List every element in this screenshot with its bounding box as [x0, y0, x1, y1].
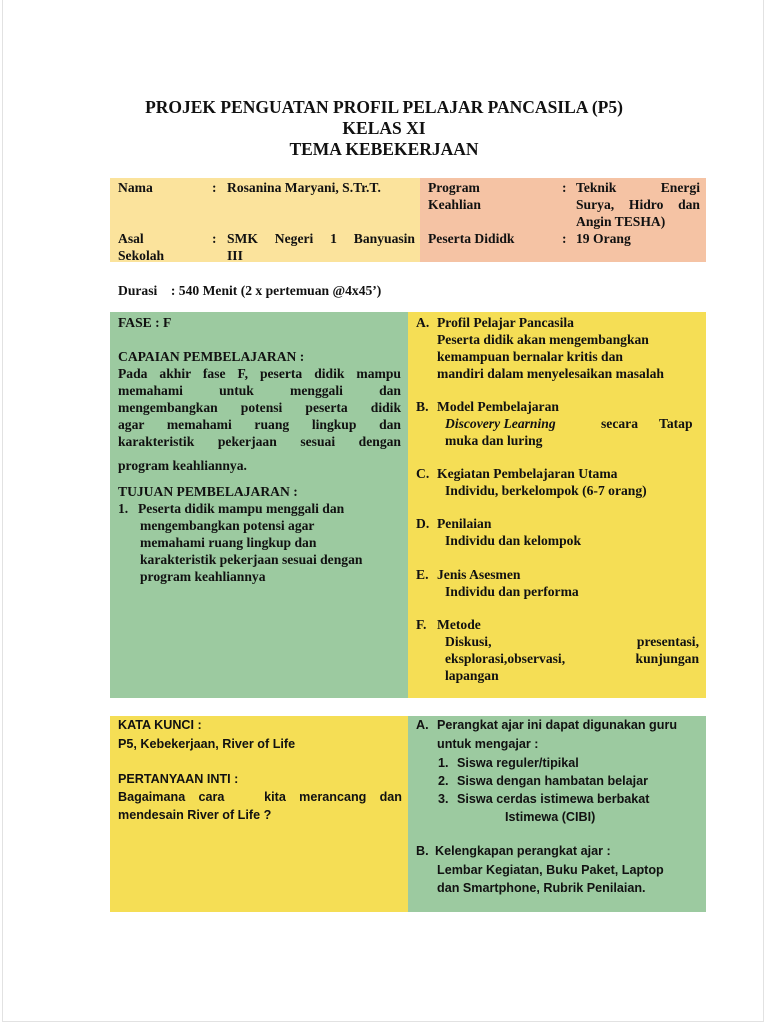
cp-heading: CAPAIAN PEMBELAJARAN :: [118, 349, 305, 364]
asal-value-1: SMK Negeri 1 Banyuasin: [227, 231, 415, 246]
rb-item-3-text: Siswa cerdas istimewa berbakat: [457, 792, 650, 806]
fase-label: FASE : F: [118, 315, 172, 330]
title-line-3: TEMA KEBEKERJAAN: [289, 139, 479, 159]
nama-colon: :: [212, 180, 217, 195]
durasi-line: Durasi : 540 Menit (2 x pertemuan @4x45’): [118, 283, 382, 298]
cp-line-5: karakteristik pekerjaan sesuai dengan: [118, 434, 401, 449]
cp-line-4: agar memahami ruang lingkup dan: [118, 417, 401, 432]
c-line: Individu, berkelompok (6-7 orang): [445, 483, 647, 498]
d-letter: D.: [416, 516, 430, 531]
b-rest-2: Tatap: [659, 416, 693, 431]
e-line: Individu dan performa: [445, 584, 579, 599]
teaching-kit-cell: [408, 716, 706, 912]
cp-line-2: memahami untuk menggali dan: [118, 383, 401, 398]
a-title: Profil Pelajar Pancasila: [437, 315, 574, 330]
rb-b-line-3: dan Smartphone, Rubrik Penilaian.: [437, 881, 646, 895]
c-letter: C.: [416, 466, 430, 481]
tp-line-4: karakteristik pekerjaan sesuai dengan: [140, 552, 363, 567]
rb-item-2-text: Siswa dengan hambatan belajar: [457, 774, 649, 788]
program-label-2: Keahlian: [428, 197, 481, 212]
peserta-label: Peserta Dididk: [428, 231, 515, 246]
program-value-2: Surya, Hidro dan: [576, 197, 700, 212]
f-line-3: lapangan: [445, 668, 499, 683]
d-title: Penilaian: [437, 516, 492, 531]
f-line-1: Diskusi, presentasi,: [445, 634, 699, 649]
program-value-1: Teknik Energi: [576, 180, 700, 195]
title-line-1: PROJEK PENGUATAN PROFIL PELAJAR PANCASILA (P5): [145, 97, 623, 117]
title-line-2: KELAS XI: [342, 118, 426, 138]
nama-label: Nama: [118, 180, 153, 195]
pi-heading: PERTANYAAN INTI :: [118, 772, 239, 786]
asal-colon: :: [212, 231, 217, 246]
nama-value: Rosanina Maryani, S.Tr.T.: [227, 180, 381, 195]
b-rest-1: secara: [601, 416, 638, 431]
rb-item-3-num: 3.: [438, 792, 449, 806]
asal-label-2: Sekolah: [118, 248, 165, 263]
b-line-2: muka dan luring: [445, 433, 543, 448]
b-title: Model Pembelajaran: [437, 399, 559, 414]
f-letter: F.: [416, 617, 427, 632]
cp-line-6: program keahliannya.: [118, 458, 247, 473]
peserta-value: 19 Orang: [576, 231, 631, 246]
cp-line-1: Pada akhir fase F, peserta didik mampu: [118, 366, 401, 381]
d-line: Individu dan kelompok: [445, 533, 582, 548]
program-colon: :: [562, 180, 567, 195]
a-line-1: Peserta didik akan mengembangkan: [437, 332, 649, 347]
rb-a-line-2: untuk mengajar :: [437, 737, 539, 751]
rb-b-line-1: Kelengkapan perangkat ajar :: [435, 844, 611, 858]
keywords-cell: [110, 716, 408, 912]
f-title: Metode: [437, 617, 481, 632]
rb-item-2-num: 2.: [438, 774, 449, 788]
lesson-plan-cell: [408, 312, 706, 698]
program-value-3: Angin TESHA): [576, 214, 666, 229]
tp-line-1: Peserta didik mampu menggali dan: [138, 501, 345, 516]
b-letter: B.: [416, 399, 429, 414]
info-right-cell: [420, 178, 706, 262]
tp-number: 1.: [118, 501, 129, 516]
pi-line-2: mendesain River of Life ?: [118, 808, 272, 822]
rb-b-letter: B.: [416, 844, 429, 858]
b-italic: Discovery Learning: [445, 416, 556, 431]
tp-heading: TUJUAN PEMBELAJARAN :: [118, 484, 298, 499]
pi-line-1: Bagaimana cara kita merancang dan: [118, 790, 402, 804]
learning-outcome-cell: [110, 312, 408, 698]
a-line-3: mandiri dalam menyelesaikan masalah: [437, 366, 664, 381]
peserta-colon: :: [562, 231, 567, 246]
e-letter: E.: [416, 567, 429, 582]
a-line-2: kemampuan bernalar kritis dan: [437, 349, 623, 364]
tp-line-5: program keahliannya: [140, 569, 266, 584]
info-left-cell: [110, 178, 420, 262]
rb-b-line-2: Lembar Kegiatan, Buku Paket, Laptop: [437, 863, 664, 877]
program-label-1: Program: [428, 180, 480, 195]
e-title: Jenis Asesmen: [437, 567, 521, 582]
a-letter: A.: [416, 315, 430, 330]
rb-item-1-text: Siswa reguler/tipikal: [457, 756, 579, 770]
rb-a-line-1: Perangkat ajar ini dapat digunakan guru: [437, 718, 678, 732]
kk-heading: KATA KUNCI :: [118, 718, 202, 732]
kk-value: P5, Kebekerjaan, River of Life: [118, 737, 296, 751]
tp-line-3: memahami ruang lingkup dan: [140, 535, 317, 550]
rb-item-3-cont: Istimewa (CIBI): [505, 810, 596, 824]
cp-line-3: mengembangkan potensi peserta didik: [118, 400, 401, 415]
c-title: Kegiatan Pembelajaran Utama: [437, 466, 618, 481]
asal-label-1: Asal: [118, 231, 144, 246]
rb-item-1-num: 1.: [438, 756, 449, 770]
rb-a-letter: A.: [416, 718, 429, 732]
f-line-2: eksplorasi,observasi, kunjungan: [445, 651, 699, 666]
asal-value-2: III: [227, 248, 243, 263]
tp-line-2: mengembangkan potensi agar: [140, 518, 315, 533]
